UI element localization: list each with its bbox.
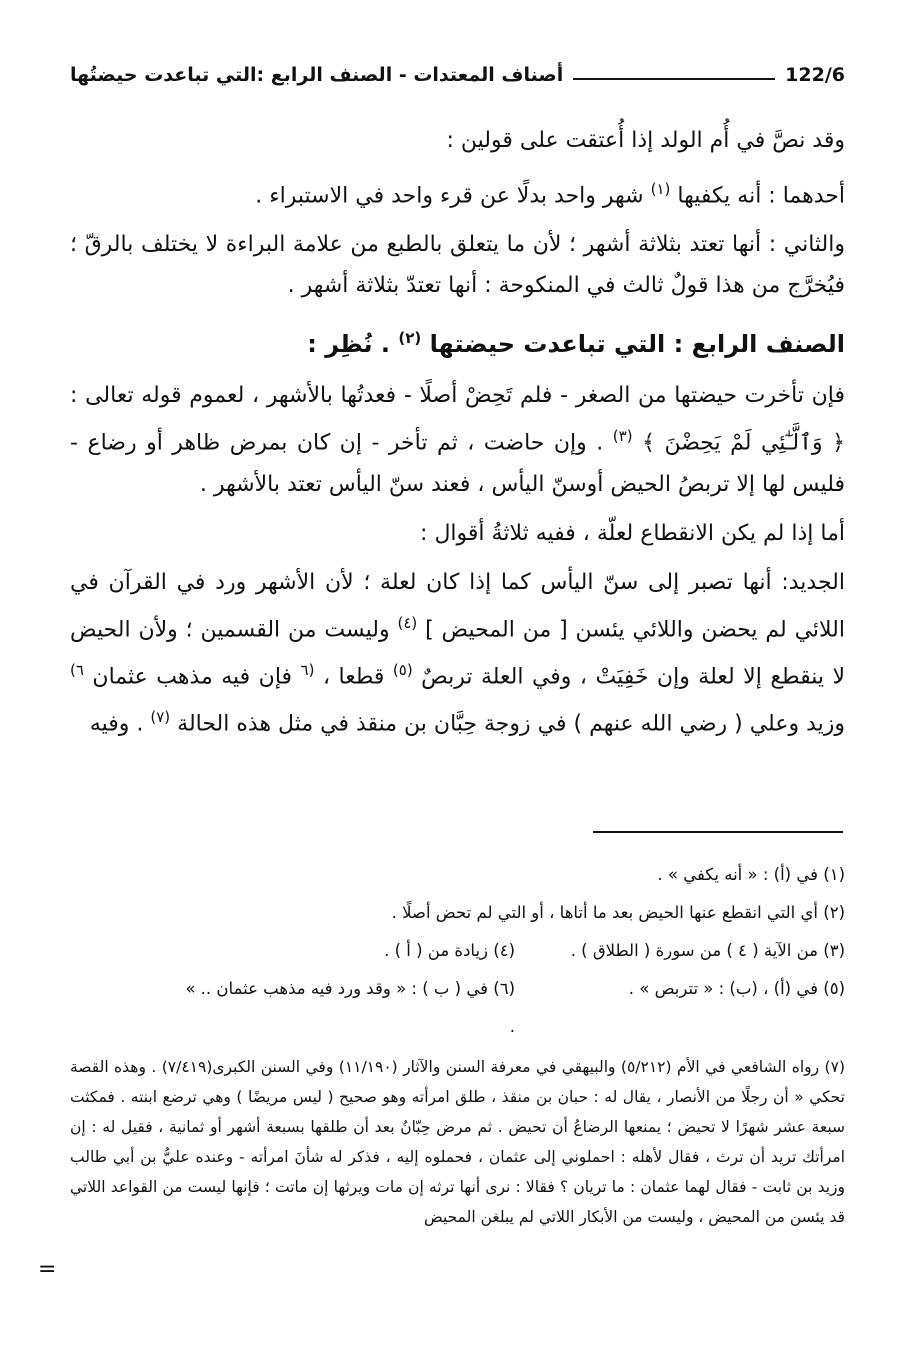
footnote-ref[interactable]: (٢) <box>398 329 422 348</box>
running-header <box>70 52 845 86</box>
footnote-ref[interactable]: (٤) <box>397 613 418 632</box>
footnote: (٢) أي التي انقطع عنها الحيض بعد ما أتاها ، أو التي لم تحض أصلًا . <box>391 903 845 922</box>
running-title: أصناف المعتدات - الصنف الرابع :التي تباعدت حيضتُها <box>70 64 564 86</box>
text-run: أحدهما : أنه يكفيها <box>677 183 845 209</box>
text-run: فإن تأخرت حيضتها من الصغر - فلم تَحِضْ أصلًا - فعدتُها بالأشهر ، لعموم قوله تعالى : ﴿ وَٱلَّـٰٓئِي لَمْ يَحِضْنَ ﴾ <box>70 383 845 456</box>
footnote-separator <box>593 831 843 833</box>
footnote: (٥) في (أ) ، (ب) : « تتربص » . <box>628 979 845 998</box>
page-number: 122/6 <box>785 64 845 86</box>
continuation-mark: = <box>38 1257 57 1282</box>
footnote: (٤) زيادة من ( أ ) . <box>384 941 515 960</box>
text-run: وليست من القسمين ؛ ولأن الحيض لا ينقطع إلا لعلة وإن خَفِيَتْ ، وفي العلة تربصٌ <box>70 616 845 690</box>
paragraph: والثاني : أنها تعتد بثلاثة أشهر ؛ لأن ما يتعلق بالطبع من علامة البراءة لا يختلف بالرقّ ؛ فيُخرَّج من هذا قولٌ ثالث في المنكوحة : أنها تعتدّ بثلاثة أشهر . <box>70 232 845 299</box>
text-run: فإن فيه مذهب عثمان <box>92 664 293 690</box>
text-run: قطعا ، <box>322 664 385 690</box>
footnotes <box>70 856 845 1232</box>
footnote: (٧) رواه الشافعي في الأم (٥/٢١٢) والبيهقي في معرفة السنن والآثار (١١/١٩٠) وفي السنن الكبرى(٧/٤١٩) . وهذه القصة تحكي « أن رجلًا من الأنصار ، يقال له : حبان بن منقذ ، طلق امرأته وهو صحيح ( ليس مريضًا ) وهي ترضع ابنته . فمكثت سبعة عشر شهرًا لا تحيض ؛ يمنعها الرضاعُ أن تحيض . ثم مرض حِبّانُ بعد أن طلقها بسبعة أشهر أو ثمانية ، فقيل له : إن امرأتك تريد أن ترث ، فقال لأهله : احملوني إلى عثمان ، فحملوه إليه ، فذكر له شأنَ امرأته - وعنده عليُّ بن أبي طالب وزيد بن ثابت - فقال لهما عثمان : ما تريان ؟ فقالا : نرى أنها ترثه إن مات ويرثها إن ماتت ؛ فإنها ليست من القواعد اللاتي قد يئسن من المحيض ، وليست من الأبكار اللاتي لم يبلغن المحيض <box>70 1058 845 1226</box>
section-heading <box>70 318 845 365</box>
paragraph: وقد نصَّ في أُم الولد إذا أُعتقت على قولين : <box>446 128 845 153</box>
paragraph: أما إذا لم يكن الانقطاع لعلّة ، ففيه ثلاثةُ أقوال : <box>420 520 845 546</box>
footnote: (٦) في ( ب ) : « وقد ورد فيه مذهب عثمان .. » . <box>185 979 515 1036</box>
footnote: (١) في (أ) : « أنه يكفي » . <box>657 865 845 884</box>
footnote-ref[interactable]: (١) <box>650 180 671 198</box>
text-run: . وإن حاضت ، ثم تأخر - إن كان بمرض ظاهر أو رضاع - فليس لها إلا تربصُ الحيض أوسنّ اليأس ، فعند سنّ اليأس تعتد بالأشهر . <box>70 430 845 497</box>
paragraph <box>70 375 845 504</box>
text-run: الجديد: أنها تصبر إلى سنّ اليأس كما إذا كان لعلة ؛ لأن الأشهر ورد في القرآن في اللائي لم يحضن واللائي يئسن [ من المحيض ] <box>70 569 845 642</box>
footnote-ref[interactable]: ٦) <box>70 660 84 679</box>
footnote-ref[interactable]: (٥) <box>392 660 413 679</box>
paragraph <box>70 169 845 216</box>
main-text <box>70 120 845 753</box>
header-rule <box>573 78 775 80</box>
footnote-row <box>70 970 845 1046</box>
text-run: . وفيه <box>89 711 144 737</box>
footnote-ref[interactable]: (٣) <box>612 427 633 446</box>
footnote-ref[interactable]: (٦ <box>300 660 315 679</box>
text-run: شهر واحد بدلًا عن قرء واحد في الاستبراء . <box>255 183 644 209</box>
heading-text: الصنف الرابع : التي تباعدت حيضتها <box>429 330 845 359</box>
footnote-ref[interactable]: (٧) <box>150 708 171 727</box>
footnote-row <box>70 932 845 970</box>
text-run: وزيد وعلي ( رضي الله عنهم ) في زوجة حِبَّان بن منقذ في مثل هذه الحالة <box>177 711 845 737</box>
heading-text: . نُظِر : <box>307 330 391 359</box>
footnote: (٣) من الآية ( ٤ ) من سورة ( الطلاق ) . <box>570 941 845 960</box>
paragraph <box>70 562 845 745</box>
